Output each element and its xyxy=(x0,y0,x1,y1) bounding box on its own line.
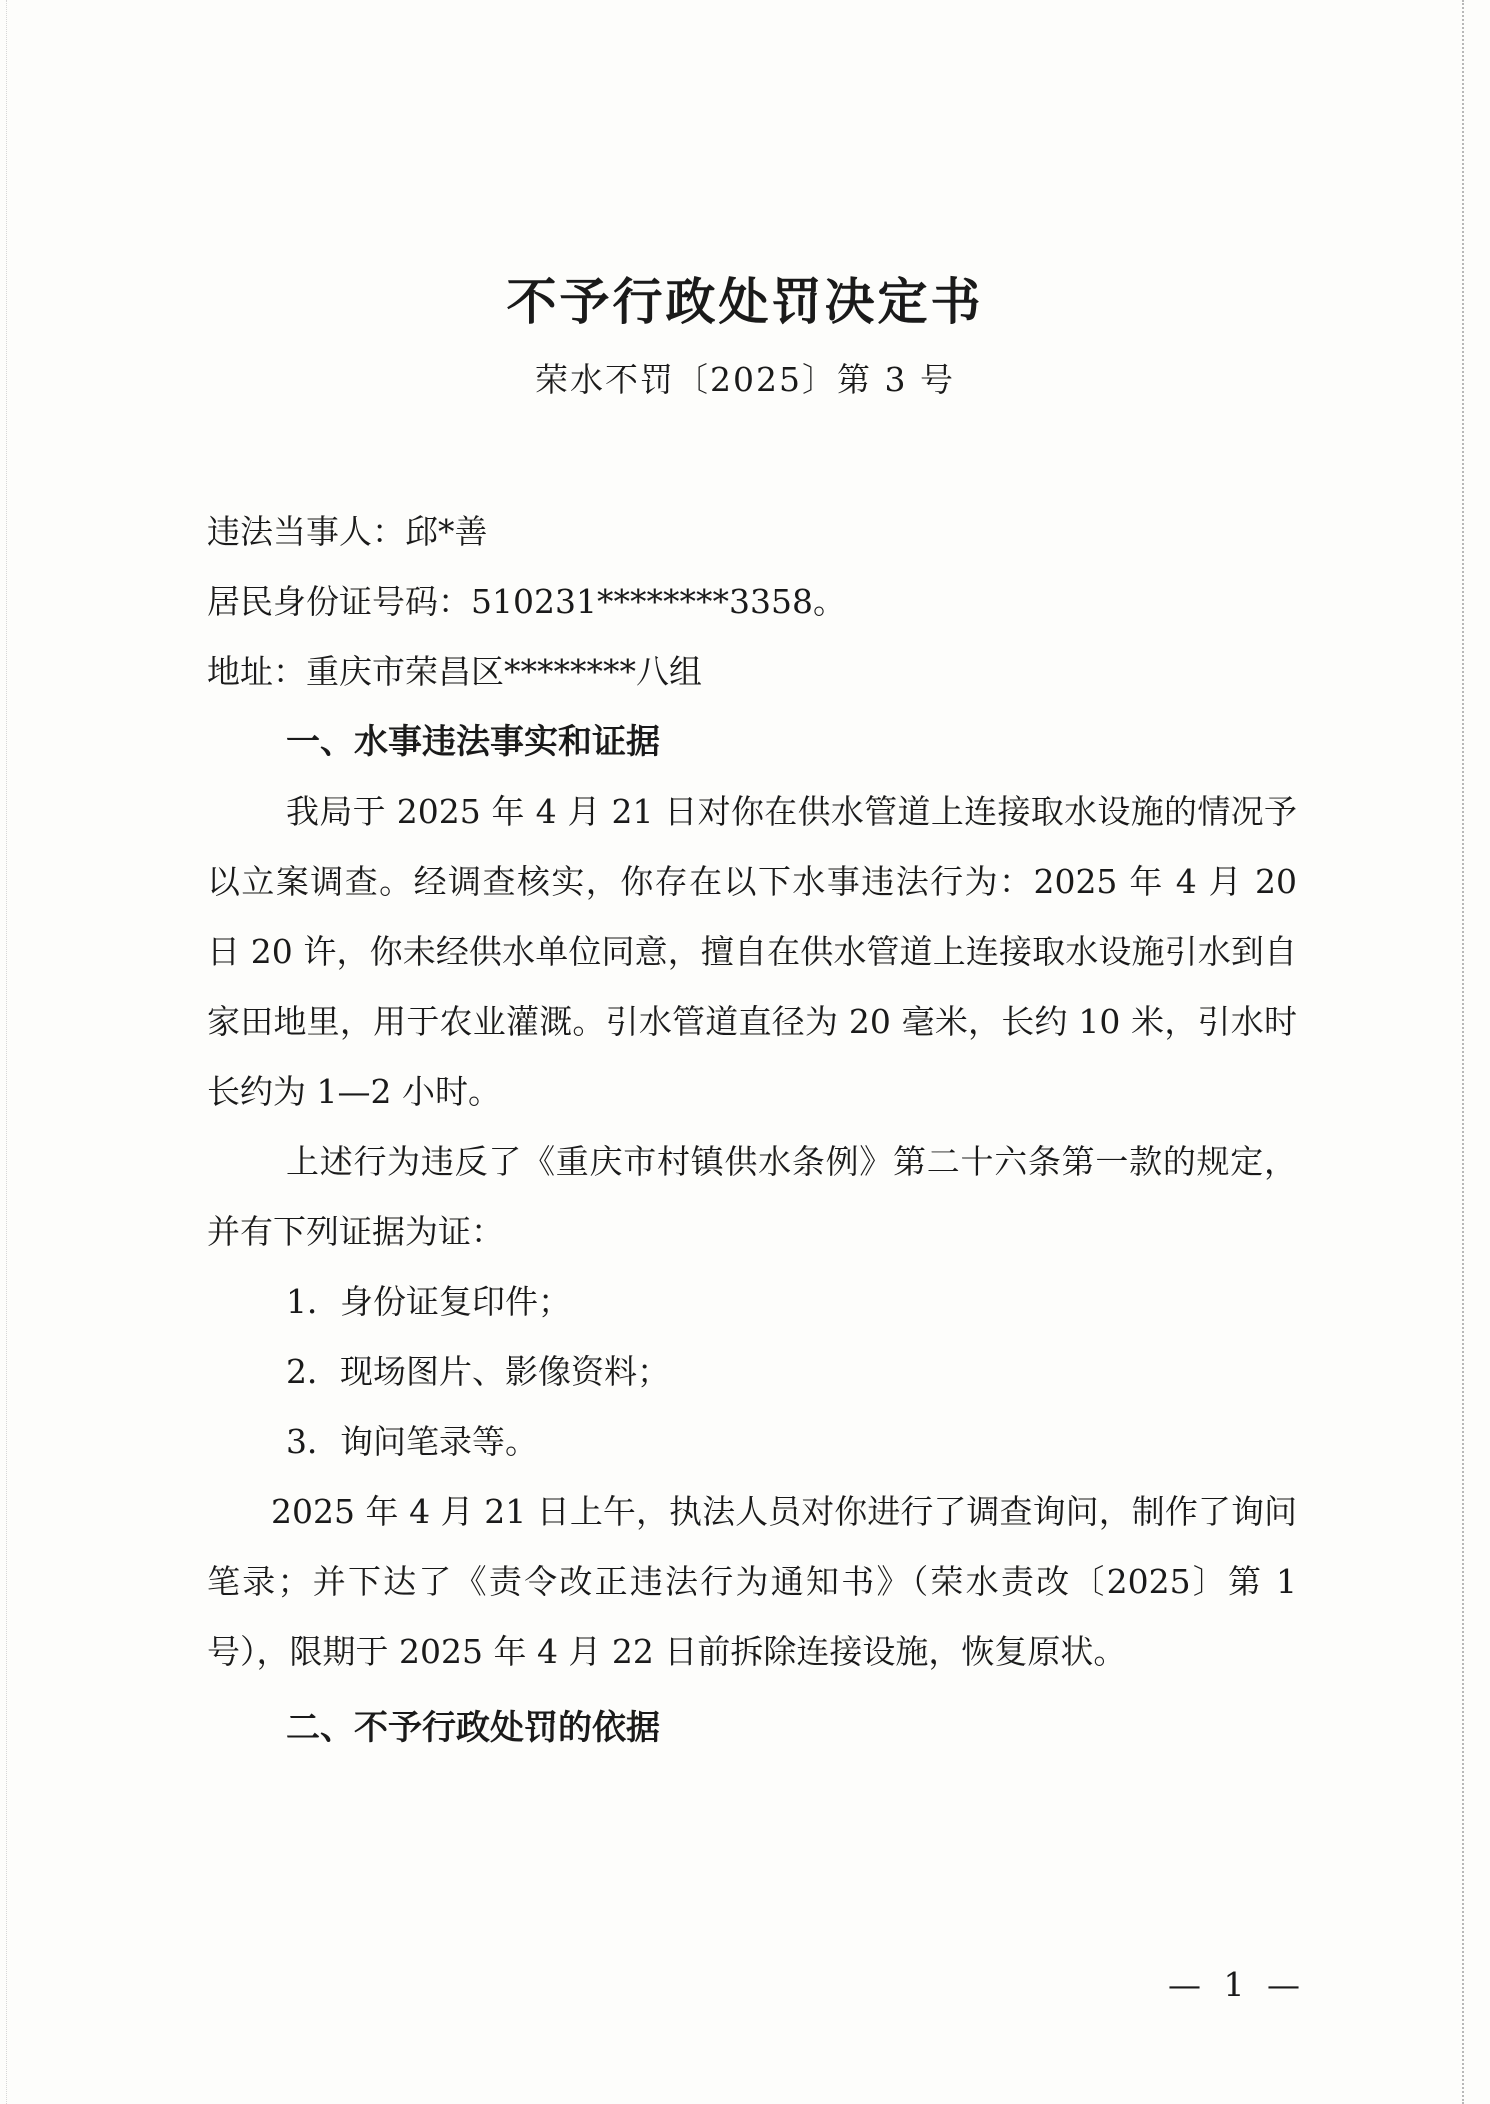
document-number: 荣水不罚〔2025〕第 3 号 xyxy=(535,360,955,399)
evidence-item: 2．现场图片、影像资料； xyxy=(286,1352,670,1391)
facts-paragraph: 我局于 2025 年 4 月 21 日对你在供水管道上连接取水设施的情况予以立案调查。经调查核实，你存在以下水事违法行为：2025 年 4 月 20 日 20 许，你未经供水单位同意，擅自在供水管道上连接取水设施引水到自家田地里，用于农业灌溉。引水管道直径为 20 毫米，长约 10 米，引水时长约为 1—2 小时。 xyxy=(207,792,1297,1111)
party-id-number: 居民身份证号码：510231********3358。 xyxy=(207,582,846,621)
document-title: 不予行政处罚决定书 xyxy=(506,273,984,331)
document-body xyxy=(207,497,1297,1763)
page-number: — 1 — xyxy=(1168,1965,1306,2004)
investigation-paragraph: 2025 年 4 月 21 日上午，执法人员对你进行了调查询问，制作了询问笔录；并下达了《责令改正违法行为通知书》（荣水责改〔2025〕第 1 号），限期于 2025 年 4 月 22 日前拆除连接设施，恢复原状。 xyxy=(207,1492,1297,1671)
evidence-item: 1．身份证复印件； xyxy=(286,1282,571,1321)
evidence-item: 3．询问笔录等。 xyxy=(286,1422,538,1461)
party-name: 违法当事人：邱*善 xyxy=(207,512,488,551)
section-heading-facts: 一、水事违法事实和证据 xyxy=(286,722,660,762)
party-address: 地址：重庆市荣昌区********八组 xyxy=(207,652,702,691)
violation-paragraph: 上述行为违反了《重庆市村镇供水条例》第二十六条第一款的规定，并有下列证据为证： xyxy=(207,1142,1297,1251)
section-heading-basis: 二、不予行政处罚的依据 xyxy=(286,1708,660,1748)
